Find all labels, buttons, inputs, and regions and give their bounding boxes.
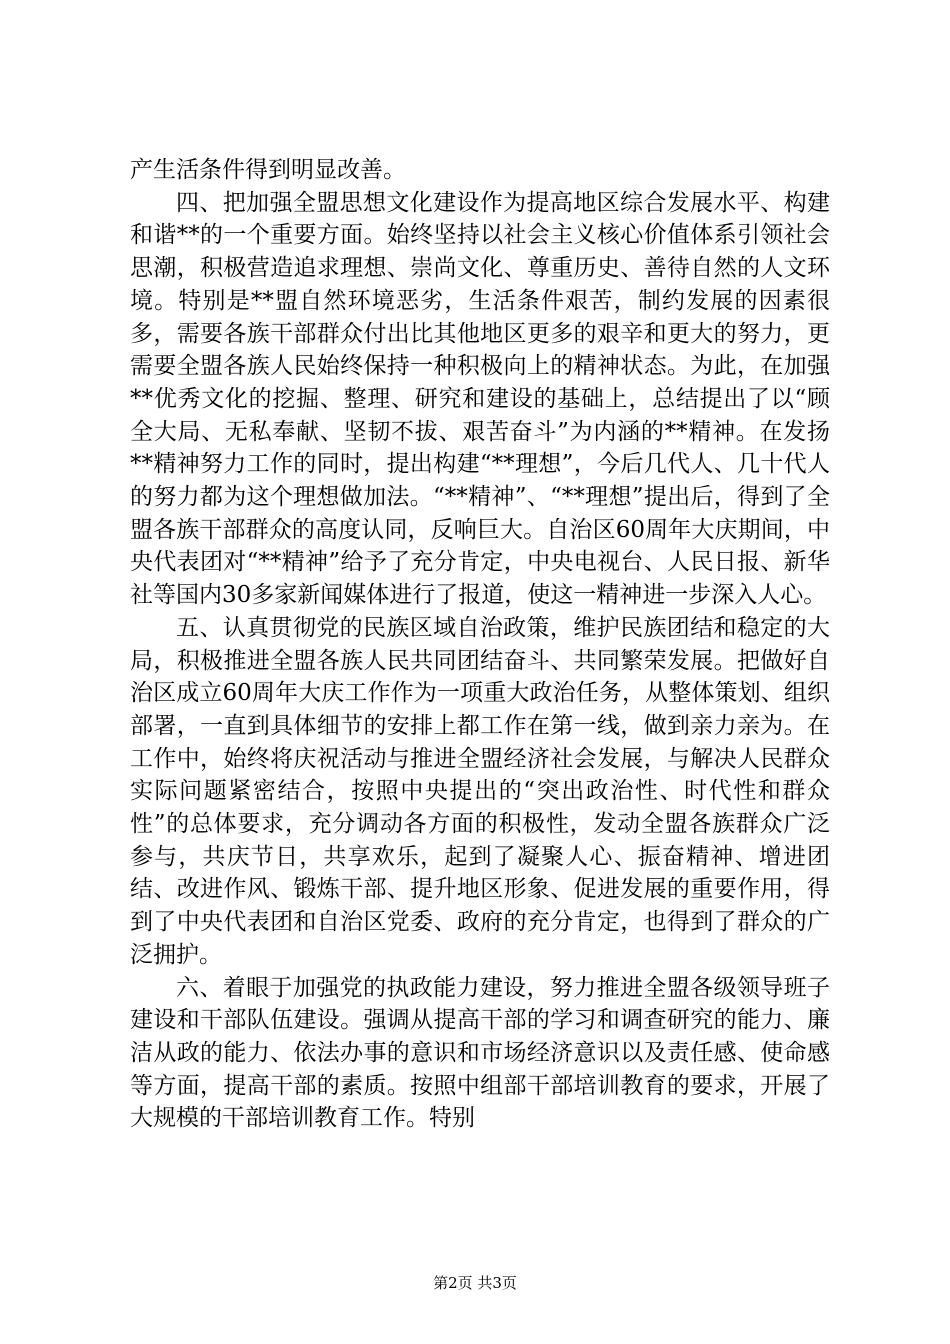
- page-footer: 第2页 共3页: [433, 1274, 517, 1292]
- paragraph-continuation: 产生活条件得到明显改善。: [130, 157, 406, 183]
- paragraph-section-4: 四、把加强全盟思想文化建设作为提高地区综合发展水平、构建和谐**的一个重要方面。始终坚持以社会主义核心价值体系引领社会思潮，积极营造追求理想、崇尚文化、尊重历史、善待自然的人文环境。特别是**盟自然环境恶劣，生活条件艰苦，制约发展的因素很多，需要各族干部群众付出比其他地区更多的艰辛和更大的努力，更需要全盟各族人民始终保持一种积极向上的精神状态。为此，在加强**优秀文化的挖掘、整理、研究和建设的基础上，总结提出了以“顾全大局、无私奉献、坚韧不拔、艰苦奋斗”为内涵的**精神。在发扬**精神努力工作的同时，提出构建“**理想”，今后几代人、几十代人的努力都为这个理想做加法。“**精神”、“**理想”提出后，得到了全盟各族干部群众的高度认同，反响巨大。自治区60周年大庆期间，中央代表团对“**精神”给予了充分肯定，中央电视台、人民日报、新华社等国内30多家新闻媒体进行了报道，使这一精神进一步深入人心。: [130, 189, 830, 609]
- paragraph-section-6: 六、着眼于加强党的执政能力建设，努力推进全盟各级领导班子建设和干部队伍建设。强调从提高干部的学习和调查研究的能力、廉洁从政的能力、依法办事的意识和市场经济意识以及责任感、使命感等方面，提高干部的素质。按照中组部干部培训教育的要求，开展了大规模的干部培训教育工作。特别: [130, 974, 830, 1132]
- document-body: [130, 154, 830, 1135]
- paragraph-section-5: 五、认真贯彻党的民族区域自治政策，维护民族团结和稳定的大局，积极推进全盟各族人民共同团结奋斗、共同繁荣发展。把做好自治区成立60周年大庆工作作为一项重大政治任务，从整体策划、组织部署，一直到具体细节的安排上都工作在第一线，做到亲力亲为。在工作中，始终将庆祝活动与推进全盟经济社会发展，与解决人民群众实际问题紧密结合，按照中央提出的“突出政治性、时代性和群众性”的总体要求，充分调动各方面的积极性，发动全盟各族群众广泛参与，共庆节日，共享欢乐，起到了凝聚人心、振奋精神、增进团结、改进作风、锻炼干部、提升地区形象、促进发展的重要作用，得到了中央代表团和自治区党委、政府的充分肯定，也得到了群众的广泛拥护。: [130, 614, 830, 968]
